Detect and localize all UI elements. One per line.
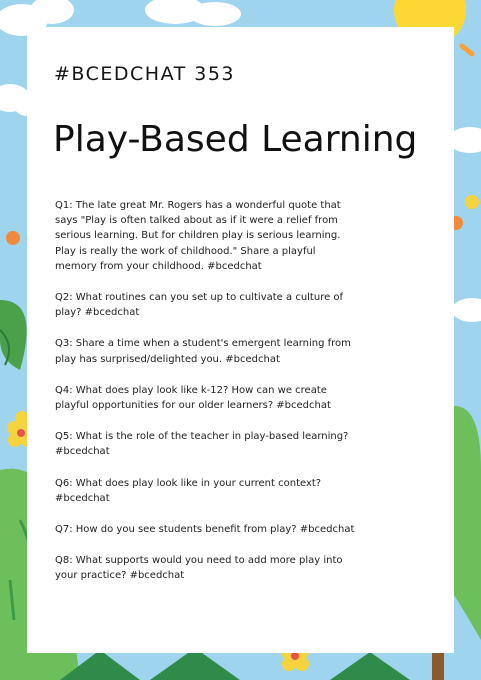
orange-dot	[465, 195, 479, 209]
question-item: Q3: Share a time when a student's emergent learning from play has surprised/delighted you. #bcedchat	[55, 338, 351, 365]
content-card	[27, 27, 454, 653]
hashtag-heading: #BCEDCHAT 353	[54, 63, 236, 85]
orange-dot	[6, 231, 20, 245]
page-title: Play-Based Learning	[53, 119, 418, 160]
question-item: Q5: What is the role of the teacher in play-based learning? #bcedchat	[55, 431, 349, 458]
question-item: Q6: What does play look like in your current context? #bcedchat	[55, 477, 322, 504]
question-item: Q8: What supports would you need to add more play into your practice? #bcedchat	[55, 555, 343, 582]
question-item: Q2: What routines can you set up to cultivate a culture of play? #bcedchat	[55, 292, 344, 319]
question-item: Q1: The late great Mr. Rogers has a wonderful quote that says "Play is often talked about as if it were a relief from serious learning. But for children play is serious learning. Play is really the work of childhood." Share a playful memory from your childhood. #bcedchat	[55, 200, 341, 272]
question-list	[55, 198, 355, 600]
question-item: Q7: How do you see students benefit from play? #bcedchat	[55, 524, 355, 536]
question-item: Q4: What does play look like k-12? How can we create playful opportunities for our older learners? #bcedchat	[55, 384, 331, 412]
